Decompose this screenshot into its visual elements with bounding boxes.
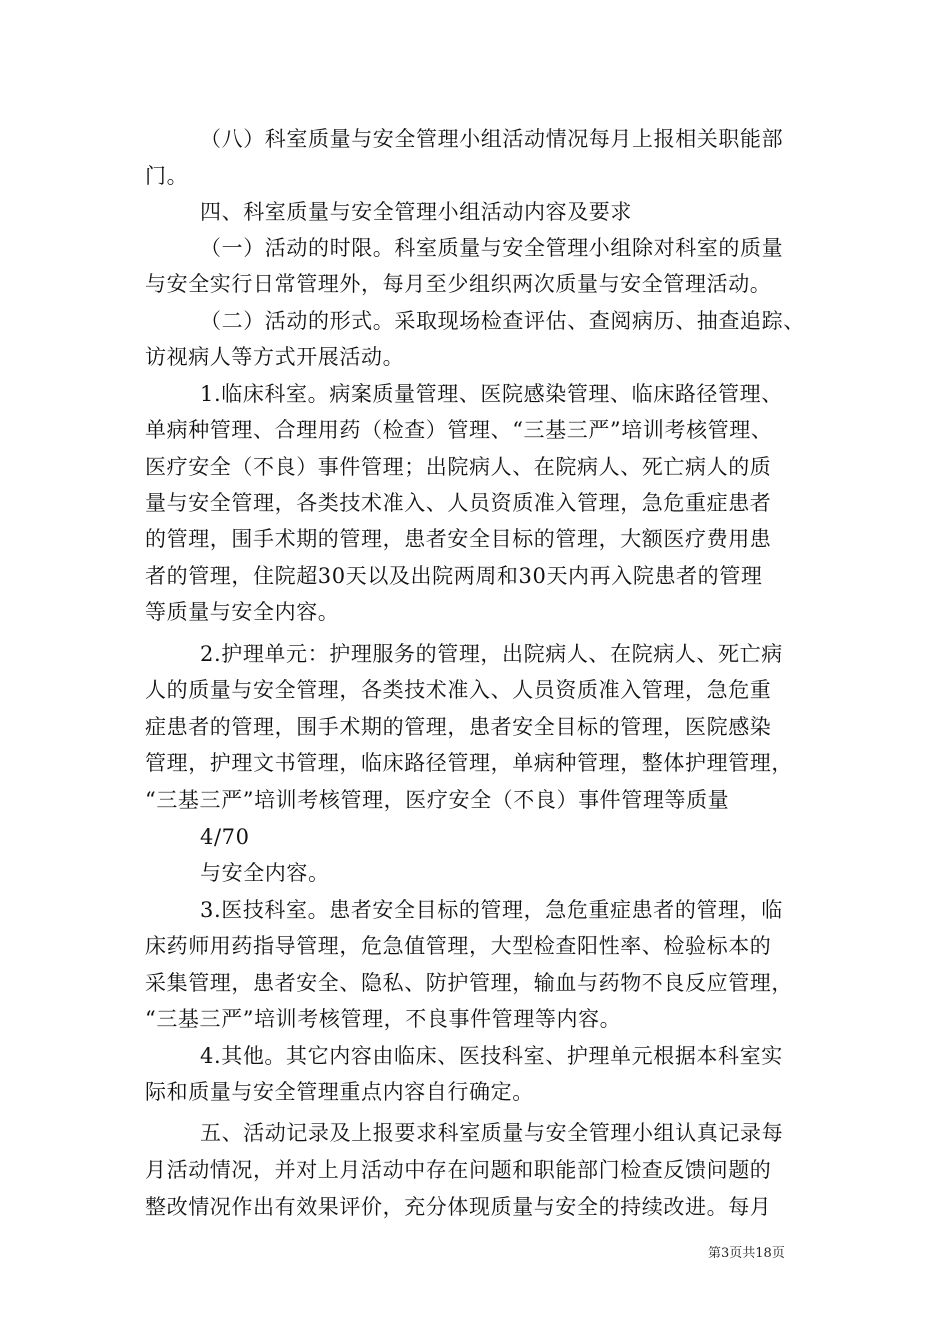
text-line: 整改情况作出有效果评价，充分体现质量与安全的持续改进。每月 — [145, 1195, 772, 1219]
text-line: 量与安全管理，各类技术准入、人员资质准入管理，急危重症患者 — [145, 491, 772, 515]
text-line: 采集管理，患者安全、隐私、防护管理，输血与药物不良反应管理， — [145, 971, 793, 995]
text-line: 等质量与安全内容。 — [145, 600, 340, 624]
text-line: 2.护理单元：护理服务的管理，出院病人、在院病人、死亡病 — [200, 642, 783, 666]
text-line: 人的质量与安全管理，各类技术准入、人员资质准入管理，急危重 — [145, 678, 772, 702]
text-line: 五、活动记录及上报要求科室质量与安全管理小组认真记录每 — [200, 1121, 784, 1145]
text-line: 门。 — [145, 164, 189, 188]
text-line: 与安全实行日常管理外，每月至少组织两次质量与安全管理活动。 — [145, 272, 772, 296]
text-line: 单病种管理、合理用药（检查）管理、“三基三严”培训考核管理、 — [145, 418, 773, 442]
text-line: “三基三严”培训考核管理，医疗安全（不良）事件管理等质量 — [145, 788, 730, 812]
text-line: 1.临床科室。病案质量管理、医院感染管理、临床路径管理、 — [200, 382, 783, 406]
text-line: 与安全内容。 — [200, 861, 330, 885]
text-line: 际和质量与安全管理重点内容自行确定。 — [145, 1080, 534, 1104]
text-line: 床药师用药指导管理，危急值管理，大型检查阳性率、检验标本的 — [145, 934, 772, 958]
text-line: 4.其他。其它内容由临床、医技科室、护理单元根据本科室实 — [200, 1044, 783, 1068]
page-number-footer: 第3页共18页 — [708, 1246, 785, 1261]
text-line: 的管理，围手术期的管理，患者安全目标的管理，大额医疗费用患 — [145, 527, 772, 551]
text-line: 四、科室质量与安全管理小组活动内容及要求 — [200, 200, 632, 224]
text-line: 3.医技科室。患者安全目标的管理，急危重症患者的管理，临 — [200, 898, 783, 922]
text-line: （二）活动的形式。采取现场检查评估、查阅病历、抽查追踪、 — [200, 309, 805, 333]
text-line: 者的管理，住院超30天以及出院两周和30天内再入院患者的管理 — [145, 564, 763, 588]
text-line: 医疗安全（不良）事件管理；出院病人、在院病人、死亡病人的质 — [145, 455, 772, 479]
text-line: 月活动情况，并对上月活动中存在问题和职能部门检查反馈问题的 — [145, 1158, 772, 1182]
text-line: （一）活动的时限。科室质量与安全管理小组除对科室的质量 — [200, 236, 784, 260]
page-marker: 4/70 — [200, 825, 250, 849]
text-line: 管理，护理文书管理，临床路径管理，单病种管理，整体护理管理， — [145, 751, 793, 775]
text-line: （八）科室质量与安全管理小组活动情况每月上报相关职能部 — [200, 127, 784, 151]
text-line: “三基三严”培训考核管理，不良事件管理等内容。 — [145, 1007, 622, 1031]
text-line: 访视病人等方式开展活动。 — [145, 345, 405, 369]
text-line: 症患者的管理，围手术期的管理，患者安全目标的管理，医院感染 — [145, 715, 772, 739]
